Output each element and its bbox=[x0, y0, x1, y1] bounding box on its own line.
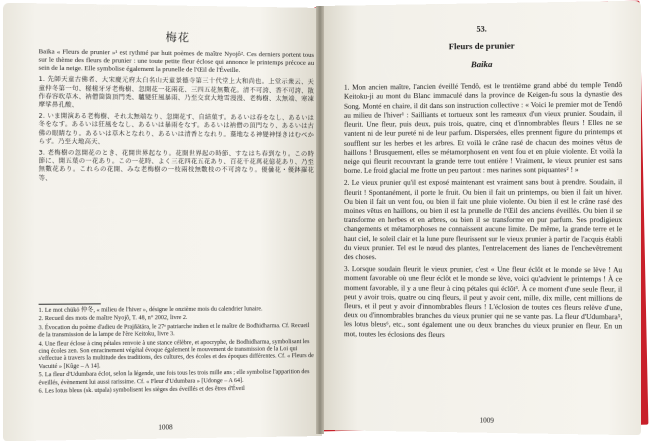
section-number: 53. bbox=[476, 24, 487, 34]
body-paragraph: 2. Le vieux prunier qu'il est exposé maintenant est vraiment sans bout à prendre. Soudain, il fleurit ! Spontanément, il porte le fruit. Ou bien il fait un printemps, ou bien il fait un hiver. Ou bien il fait un vent fou, ou bien il fait une pluie violente. Ou bien il est le crâne rasé des moines vêtus en haillons, ou bien il est la prunelle de l'Œil des anciens éveillés. Ou bien il se transforme en herbes et en arbres, ou bien il se transforme en pur parfum. Ses prodigieux changements et métamorphoses ne connaissent aucune limite. De même, la grande terre et le haut ciel, le soleil clair et la lune pure fleurissent sur le vieux prunier à partir de l'acquis établi du vieux prunier. Tel est le nœud des plantes, l'entrelacement des lianes de l'enchevêtrement des choses. bbox=[343, 178, 623, 262]
footnote: 5. La fleur d'Udumbara éclot, selon la légende, une fois tous les trois mille ans ; elle symbolise l'apparition des éveillés, évènement lui aussi rarissime. Cf. « Fleur d'Udumbara » [Udonge – A 64]. bbox=[38, 369, 310, 387]
body-paragraph: 3. Lorsque soudain fleurit le vieux prunier, c'est « Une fleur éclôt et le monde se lève ! Au moment favorable où une fleur éclôt et le monde se lève, voici qu'advient le printemps ! À ce moment favorable, il y a une fleur à cinq pétales qui éclôt³. À ce moment d'une seule fleur, il peut y avoir trois, quatre ou cinq fleurs, il peut y avoir cent, mille, dix mille, cent millions de fleurs, et il peut y avoir d'innombrables fleurs ! L'éclosion de toutes ces fleurs relève d'une, deux ou d'innombrables branches du vieux prunier qui ne se vante pas. La fleur d'Udumbara⁵, les lotus bleus⁶, etc., sont également une ou deux branches du vieux prunier en fleur. En un mot, toutes les éclosions des fleurs bbox=[343, 265, 623, 339]
page-number-left: 1008 bbox=[158, 423, 173, 432]
footnote-rule bbox=[39, 303, 101, 304]
footnote: 3. Évocation du poème d'adieu de Prajñātāra, le 27ᵉ patriarche indien et le maître de Bodhidharma. Cf. Recueil de la transmission de la lampe de l'ère Keitoku, livre 3. bbox=[38, 322, 310, 339]
left-page-title: 梅花 bbox=[165, 30, 190, 45]
section-subtitle: Baika bbox=[470, 59, 493, 70]
left-page-body bbox=[39, 24, 314, 187]
cjk-paragraph: 2. いま開演ある老梅樹、それ太無端なり、忽開花す、自結菓す。あるいは春をなし、あるいは冬をなす。あるいは狂風をなし、あるいは暴雨をなす。あるいは衲僧の頂門なり、あるいは古佛の眼睛なり。あるいは草木となれり、あるいは清香となれり。驀地なる神變神怪きはむべからず。乃至大地高天、 bbox=[38, 112, 315, 146]
footnote: 4. Une fleur éclose à cinq pétales renvoie à une stance célèbre, et apocryphe, de Bodhidharma, symbolisant les cinq écoles zen. Son enracinement végétal évoque également le mouvement de transmission de la Loi qui s'effectue à travers la multitude des traditions, des cultures, des écoles et des époques différentes. Cf. « Fleurs de Vacuité » [Kûge – A 14]. bbox=[38, 338, 314, 371]
right-page-body bbox=[344, 24, 622, 345]
cjk-paragraph: 1. 先師天童古佛者、大宋慶元府太白名山天童景德寺第三十代堂上大和尚也。上堂示衆云、天童仲冬第一句、槎槎牙牙老梅樹、忽開花一花兩花、三四五花無數花。清不可誇、香不可誇、散作春容吹草木、衲僧箇箇頂門禿、驢變狂風暴雨、乃至交袞大地雪漫漫、老梅樹、太無端、寒凍摩挲鼻孔酸、 bbox=[38, 76, 315, 109]
footnote: 6. Les lotus bleus (sk. utpala) symbolisent les sièges des éveillés et des êtres d'Éveil bbox=[38, 386, 245, 395]
cjk-paragraph: 3. 老梅樹の忽開花のとき、花開世界起なり。花開世界起の時節、すなはち春到なり。この時節に、開五葉の一花あり。この一花時、よく三花四花五花あり、百花千花萬花億花あり、乃至無數花あり。これらの花開、みな老梅樹の一枝兩枝無數枝の不可誇なり。優曇花・優鉢羅花等、 bbox=[38, 149, 315, 182]
footnote: 1. Le mot chūkō 仲冬, « milieu de l'hiver », désigne le onzième mois du calendrier lunaire. bbox=[38, 306, 263, 314]
body-paragraph: 1. Mon ancien maître, l'ancien éveillé Tendô, est le trentième grand abbé du temple Tendô Keitoku-ji au mont du Blanc immaculé dans la province de Keigen-fu sous la dynastie des Song. Monté en chaire, il dit dans son instruction collective : « Voici le premier mot de Tendô au milieu de l'hiver¹ : Sailliants et tortueux sont les rameaux d'un vieux prunier. Soudain, il fleurit. Une fleur, puis deux, puis trois, quatre, cinq et d'innombrables fleurs ! Elles ne se vantent ni de leur pureté ni de leur parfum. Dispersées, elles prennent figure du printemps et soufflent sur les herbes et les arbres. Et voilà le crâne rasé de chacun des moines vêtus de haillons ! Brusquement, elles se métamorphosent en vent fou et en pluie violente. Et voilà la neige qui fleurit recouvrant la grande terre tout entière ! Vraiment, le vieux prunier est sans borne. Le froid glacial me frotte un peu partout : mes narines sont piquantes² ! » bbox=[343, 81, 623, 176]
section-title: Fleurs de prunier bbox=[448, 40, 515, 52]
book-gutter bbox=[316, 6, 324, 434]
footnotes bbox=[39, 302, 314, 397]
page-number-right: 1009 bbox=[479, 416, 494, 425]
left-intro: Baika « Fleurs de prunier »¹ est rythmé par huit poèmes de maître Nyojô². Ces derniers portent tous sur le thème des fleurs de prunier : une toute petite fleur éclose qui annonce le printemps précoce au sein de la neige. Elle symbolise également la prunelle de l'Œil de l'Éveille. bbox=[38, 48, 315, 75]
left-page bbox=[3, 3, 322, 441]
right-page bbox=[320, 1, 641, 436]
footnote: 2. Recueil des mots de maître Nyojô, T. 48, n° 2002, livre 2. bbox=[38, 315, 188, 323]
